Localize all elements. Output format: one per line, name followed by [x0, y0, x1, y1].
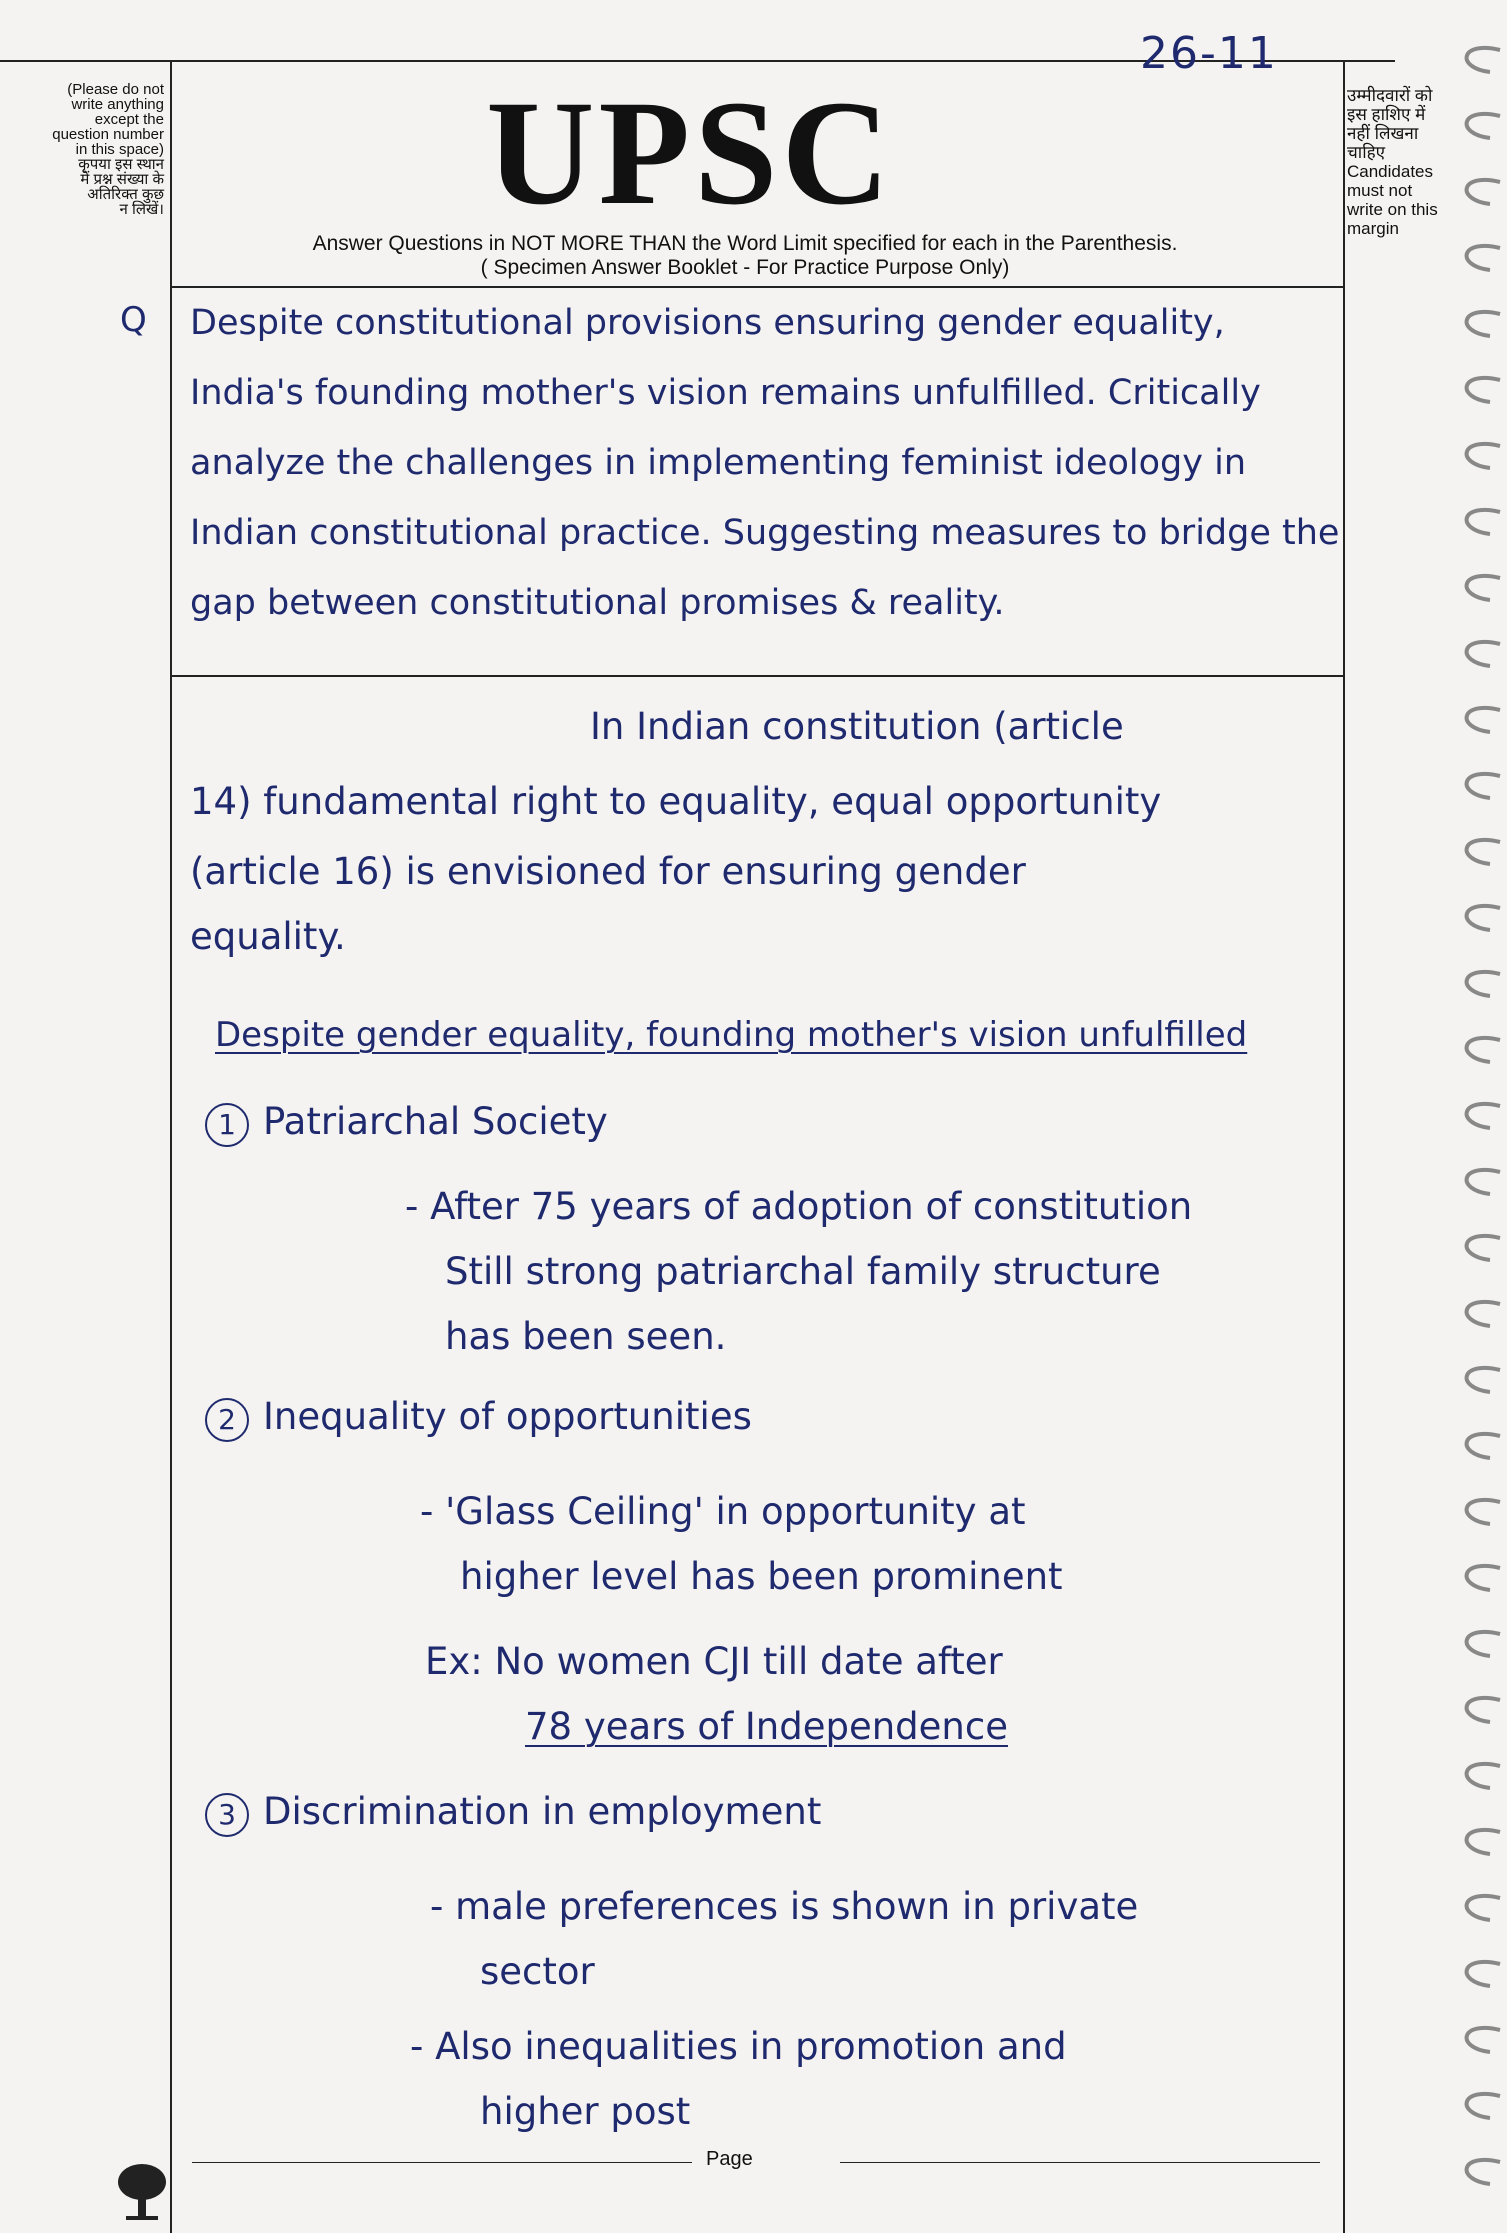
intro-line: equality. [190, 915, 346, 958]
point-line: 78 years of Independence [525, 1705, 1008, 1748]
spiral-binding [1450, 40, 1507, 2220]
question-text: Despite constitutional provisions ensuring gender equality, India's founding mother's vision remains unfulfilled. Critically analyze the challenges in implementing feminist ideology in Indian constitutional practice. Suggesting measures to bridge the gap between constitutional promises & reality. [190, 303, 1340, 623]
right-note-line: margin [1347, 219, 1399, 238]
spiral-ring [1467, 906, 1500, 930]
point-line: higher post [480, 2090, 691, 2133]
intro-line: 14) fundamental right to equality, equal opportunity [190, 780, 1162, 823]
right-note-line: इस हाशिए में [1347, 105, 1426, 124]
left-note-line: अतिरिक्त कुछ [87, 186, 164, 203]
point-number: 2 [205, 1398, 249, 1442]
point-line: Ex: No women CJI till date after [425, 1640, 1003, 1683]
footer-line-right [840, 2162, 1320, 2163]
left-margin-note [22, 82, 164, 217]
spiral-ring [1467, 1368, 1500, 1392]
left-note-line: में प्रश्न संख्या के [80, 171, 164, 188]
right-note-line: must not [1347, 181, 1413, 200]
page-label: Page [706, 2148, 753, 2170]
point-line: - male preferences is shown in private [430, 1885, 1139, 1928]
point-line: - After 75 years of adoption of constitution [405, 1185, 1193, 1228]
left-note-line: (Please do not [67, 81, 164, 98]
spiral-ring [1467, 1500, 1500, 1524]
point-title [205, 1790, 821, 1837]
left-note-line: question number [52, 126, 164, 143]
right-note-line: Candidates [1347, 162, 1434, 181]
right-note-line: चाहिए [1347, 143, 1386, 162]
spiral-ring [1467, 48, 1500, 72]
left-note-line: in this space) [75, 141, 164, 158]
point-line: sector [480, 1950, 595, 1993]
right-margin-note [1347, 86, 1457, 238]
point-line: - 'Glass Ceiling' in opportunity at [420, 1490, 1026, 1533]
section-heading: Despite gender equality, founding mother's vision unfulfilled [215, 1015, 1248, 1055]
spiral-ring [1467, 1038, 1500, 1062]
left-margin-line [170, 62, 172, 2233]
point-line: - Also inequalities in promotion and [410, 2025, 1067, 2068]
point-number: 1 [205, 1103, 249, 1147]
left-note-line: except the [94, 111, 164, 128]
spiral-ring [1467, 1962, 1500, 1986]
question-divider [170, 675, 1345, 677]
spiral-ring [1467, 1170, 1500, 1194]
intro-line: (article 16) is envisioned for ensuring gender [190, 850, 1026, 893]
right-note-line: write on this [1347, 200, 1438, 219]
spiral-ring [1467, 840, 1500, 864]
date: 26-11 [1140, 28, 1278, 79]
right-note-line: उम्मीदवारों को [1347, 86, 1433, 105]
spiral-ring [1467, 1764, 1500, 1788]
point-line: has been seen. [445, 1315, 727, 1358]
point-title-text: Patriarchal Society [263, 1100, 608, 1143]
spiral-ring [1467, 2094, 1500, 2118]
spiral-ring [1467, 2160, 1500, 2184]
instruction-text: Answer Questions in NOT MORE THAN the Word Limit specified for each in the Parenthesis. [312, 232, 1178, 255]
spiral-ring [1467, 1698, 1500, 1722]
spiral-ring [1467, 576, 1500, 600]
spiral-ring [1467, 1566, 1500, 1590]
right-note-line: नहीं लिखना [1347, 124, 1419, 143]
spiral-ring [1467, 708, 1500, 732]
right-margin-line [1343, 62, 1345, 2233]
spiral-ring [1467, 774, 1500, 798]
left-note-line: कृपया इस स्थान [78, 156, 164, 173]
tree-logo-icon [112, 2160, 172, 2233]
left-note-line: write anything [71, 96, 164, 113]
specimen-note: ( Specimen Answer Booklet - For Practice Purpose Only) [480, 256, 1010, 279]
intro-line: In Indian constitution (article [590, 705, 1124, 748]
question-marker: Q [120, 300, 147, 340]
point-title [205, 1395, 752, 1442]
spiral-ring [1467, 114, 1500, 138]
spiral-ring [1467, 1302, 1500, 1326]
spiral-ring [1467, 378, 1500, 402]
spiral-ring [1467, 1434, 1500, 1458]
spiral-ring [1467, 180, 1500, 204]
spiral-ring [1467, 1104, 1500, 1128]
spiral-ring [1467, 1632, 1500, 1656]
spiral-ring [1467, 510, 1500, 534]
spiral-ring [1467, 642, 1500, 666]
point-number: 3 [205, 1793, 249, 1837]
point-line: higher level has been prominent [460, 1555, 1063, 1598]
spiral-ring [1467, 246, 1500, 270]
spiral-ring [1467, 1236, 1500, 1260]
spiral-ring [1467, 1830, 1500, 1854]
footer-line-left [192, 2162, 692, 2163]
spiral-ring [1467, 972, 1500, 996]
point-title-text: Discrimination in employment [263, 1790, 822, 1833]
point-title [205, 1100, 608, 1147]
point-title-text: Inequality of opportunities [263, 1395, 752, 1438]
spiral-ring [1467, 444, 1500, 468]
spiral-ring [1467, 312, 1500, 336]
left-note-line: न लिखें। [119, 201, 164, 218]
point-line: Still strong patriarchal family structure [445, 1250, 1161, 1293]
instructions [180, 232, 1310, 280]
upsc-logo: UPSC [486, 70, 894, 236]
spiral-ring [1467, 1896, 1500, 1920]
spiral-ring [1467, 2028, 1500, 2052]
